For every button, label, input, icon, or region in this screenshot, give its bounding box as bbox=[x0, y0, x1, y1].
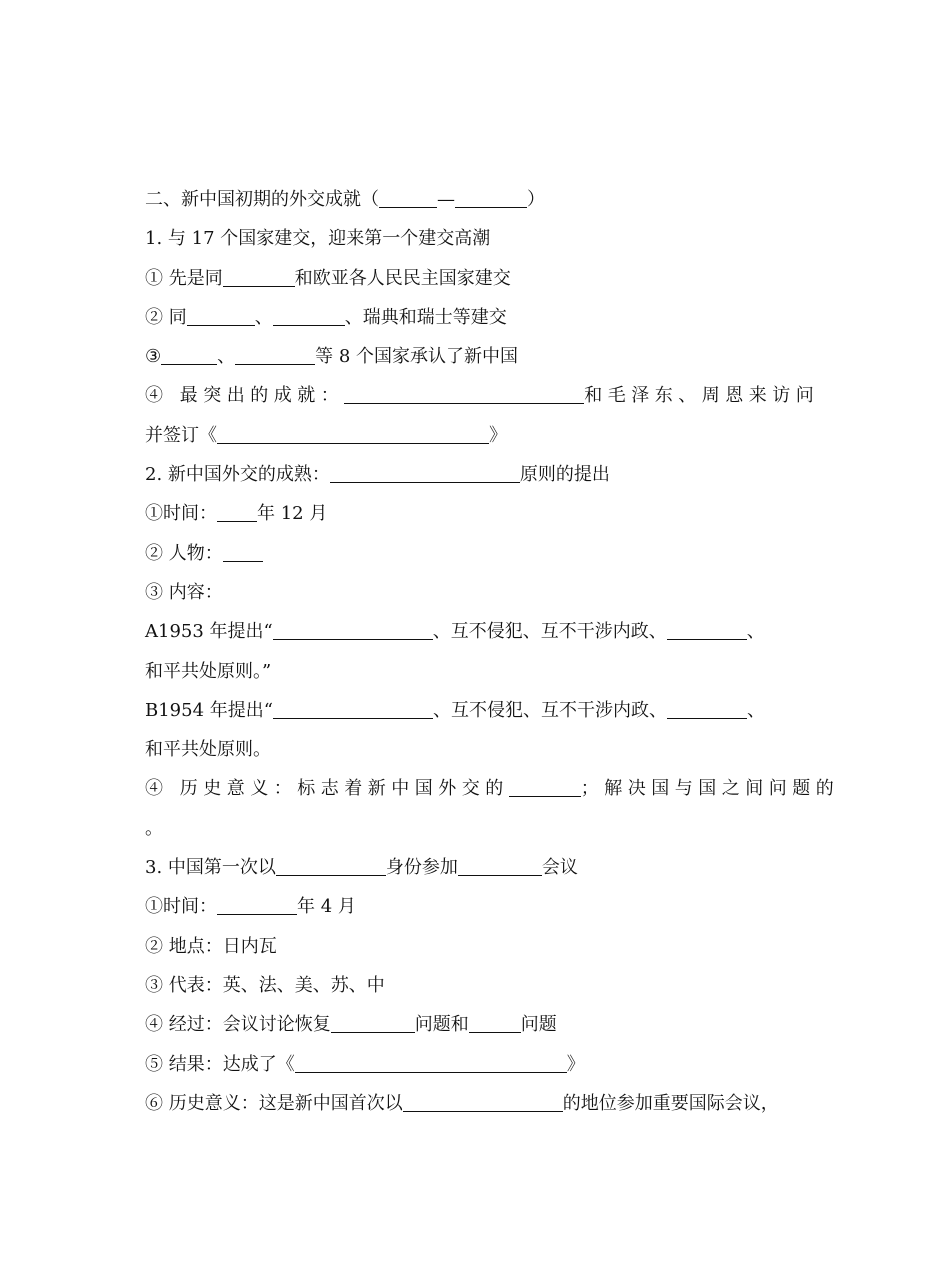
part2-significance-cont: 。 bbox=[145, 817, 163, 839]
blank bbox=[667, 621, 747, 640]
blank bbox=[273, 621, 433, 640]
part1-item1 bbox=[145, 259, 815, 298]
text: 身份参加 bbox=[385, 857, 458, 879]
text: ④ 最突出的成就： bbox=[145, 385, 345, 407]
text: B1954 年提出“ bbox=[145, 699, 273, 721]
text: 、互不侵犯、互不干涉内政、 bbox=[432, 699, 667, 721]
part2-time bbox=[145, 494, 815, 533]
blank bbox=[161, 346, 217, 365]
blank bbox=[509, 778, 581, 797]
part2-b bbox=[145, 691, 815, 730]
text: 、 bbox=[217, 346, 236, 368]
part1-heading: 1. 与 17 个国家建交，迎来第一个建交高潮 bbox=[145, 228, 491, 250]
blank bbox=[223, 268, 295, 287]
part2-a-cont: 和平共处原则。” bbox=[145, 660, 272, 682]
text: ③ bbox=[145, 346, 162, 368]
blank bbox=[458, 857, 542, 876]
text: 会议 bbox=[541, 857, 578, 879]
blank bbox=[235, 346, 315, 365]
text: 和毛泽东、周恩来访问 bbox=[584, 385, 820, 407]
text: 2. 新中国外交的成熟： bbox=[145, 464, 330, 486]
section-title-dash: — bbox=[437, 189, 455, 210]
part3-time bbox=[145, 887, 815, 926]
part1-item2 bbox=[145, 298, 815, 337]
blank bbox=[217, 503, 257, 522]
blank-end-year bbox=[455, 189, 527, 208]
text: ② 同 bbox=[145, 306, 187, 328]
part2-content: ③ 内容： bbox=[145, 581, 223, 603]
part1-item4-cont bbox=[145, 416, 815, 455]
blank bbox=[344, 385, 584, 404]
text: 、互不侵犯、互不干涉内政、 bbox=[432, 621, 667, 643]
part2-heading bbox=[145, 455, 815, 494]
part2-b-cont: 和平共处原则。 bbox=[145, 739, 271, 761]
blank bbox=[469, 1014, 521, 1033]
blank bbox=[217, 896, 297, 915]
blank bbox=[217, 425, 489, 444]
text: 年 4 月 bbox=[297, 896, 356, 918]
blank bbox=[223, 543, 263, 562]
part2-a bbox=[145, 612, 815, 651]
part3-result bbox=[145, 1045, 815, 1084]
text: ① 先是同 bbox=[145, 267, 223, 289]
blank bbox=[273, 307, 345, 326]
text: 和欧亚各人民民主国家建交 bbox=[294, 267, 511, 289]
part3-significance bbox=[145, 1084, 815, 1123]
part3-reps: ③ 代表：英、法、美、苏、中 bbox=[145, 974, 385, 996]
text: ⑤ 结果：达成了《 bbox=[145, 1053, 295, 1075]
part1-item4 bbox=[145, 376, 820, 415]
blank bbox=[331, 1014, 415, 1033]
text: 的地位参加重要国际会议， bbox=[562, 1092, 779, 1114]
text: 等 8 个国家承认了新中国 bbox=[315, 346, 519, 368]
blank bbox=[330, 464, 520, 483]
worksheet-content bbox=[145, 180, 840, 1123]
text: ⑥ 历史意义：这是新中国首次以 bbox=[145, 1092, 403, 1114]
blank bbox=[273, 700, 433, 719]
part3-heading bbox=[145, 848, 815, 887]
text: ①时间： bbox=[145, 896, 217, 918]
text: ④ 历史意义：标志着新中国外交的 bbox=[145, 778, 509, 800]
section-title bbox=[145, 180, 815, 219]
text: 问题和 bbox=[414, 1014, 469, 1036]
text: 年 12 月 bbox=[257, 503, 328, 525]
blank bbox=[187, 307, 255, 326]
part3-place: ② 地点：日内瓦 bbox=[145, 935, 277, 957]
text: 原则的提出 bbox=[519, 464, 610, 486]
section-title-text: 二、新中国初期的外交成就（ bbox=[145, 189, 379, 210]
text: ；解决国与国之间问题的 bbox=[580, 778, 840, 800]
text: 、 bbox=[254, 306, 273, 328]
part2-significance bbox=[145, 769, 840, 808]
text: 3. 中国第一次以 bbox=[145, 857, 276, 879]
part3-process bbox=[145, 1005, 815, 1044]
blank bbox=[403, 1093, 563, 1112]
text: 问题 bbox=[520, 1014, 557, 1036]
section-title-close: ） bbox=[527, 189, 545, 210]
text: ② 人物： bbox=[145, 542, 223, 564]
text: ①时间： bbox=[145, 503, 217, 525]
part2-person bbox=[145, 534, 815, 573]
text: ④ 经过：会议讨论恢复 bbox=[145, 1014, 331, 1036]
text: 》 bbox=[489, 424, 507, 446]
blank bbox=[295, 1054, 567, 1073]
blank bbox=[276, 857, 386, 876]
text: 、瑞典和瑞士等建交 bbox=[344, 306, 507, 328]
text: 、 bbox=[746, 699, 765, 721]
text: A1953 年提出“ bbox=[145, 621, 273, 643]
blank bbox=[667, 700, 747, 719]
blank-start-year bbox=[379, 189, 437, 208]
text: 并签订《 bbox=[145, 424, 217, 446]
text: 、 bbox=[746, 621, 765, 643]
part1-item3 bbox=[145, 337, 815, 376]
text: 》 bbox=[566, 1053, 585, 1075]
